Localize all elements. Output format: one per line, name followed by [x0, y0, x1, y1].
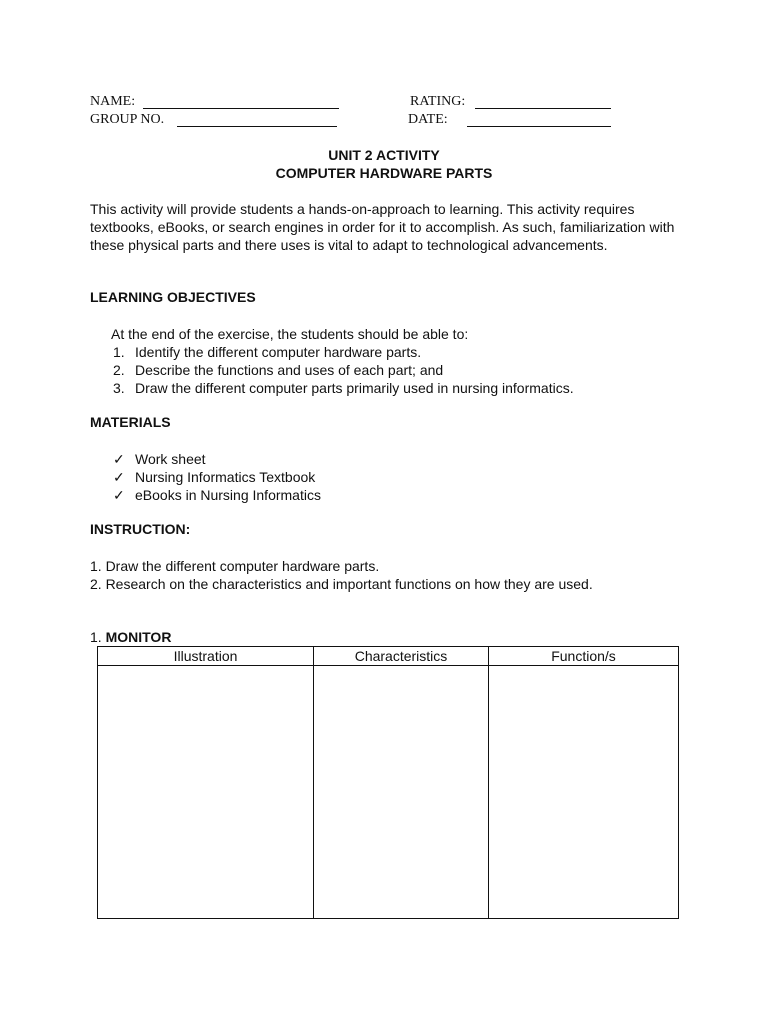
column-header-illustration: Illustration — [98, 647, 314, 666]
instruction-heading: INSTRUCTION: — [90, 521, 191, 537]
material-text: eBooks in Nursing Informatics — [135, 487, 321, 503]
group-no-blank-line — [177, 126, 337, 127]
characteristics-cell[interactable] — [314, 666, 489, 919]
checkmark-icon: ✓ — [113, 451, 125, 467]
section-heading — [90, 628, 171, 646]
objectives-heading: LEARNING OBJECTIVES — [90, 289, 256, 305]
objective-number: 2. — [113, 362, 125, 378]
monitor-table — [97, 646, 679, 919]
intro-paragraph: This activity will provide students a hands-on-approach to learning. This activity requires textbooks, eBooks, or search engines in order for it to accomplish. As such, familiarization with these physical parts and there uses is vital to adapt to technological advancements. — [90, 201, 675, 253]
material-text: Nursing Informatics Textbook — [135, 469, 316, 485]
section-number: 1. — [90, 629, 102, 645]
objective-number: 1. — [113, 344, 125, 360]
objectives-lead: At the end of the exercise, the students should be able to: — [111, 326, 469, 342]
activity-title: COMPUTER HARDWARE PARTS — [275, 165, 493, 181]
material-text: Work sheet — [135, 451, 206, 467]
name-blank-line — [143, 108, 339, 109]
table-row — [98, 666, 679, 919]
name-label: NAME: — [90, 94, 136, 109]
column-header-functions: Function/s — [489, 647, 679, 666]
rating-blank-line — [475, 108, 611, 109]
objective-text: Identify the different computer hardware parts. — [135, 344, 422, 360]
illustration-cell[interactable] — [98, 666, 314, 919]
column-header-characteristics: Characteristics — [314, 647, 489, 666]
section-title: MONITOR — [105, 629, 172, 645]
instruction-item: 1. Draw the different computer hardware parts. — [90, 558, 380, 574]
functions-cell[interactable] — [489, 666, 679, 919]
objective-text: Describe the functions and uses of each part; and — [135, 362, 444, 378]
instruction-item: 2. Research on the characteristics and important functions on how they are used. — [90, 576, 593, 592]
objective-text: Draw the different computer parts primarily used in nursing informatics. — [135, 380, 574, 396]
rating-label: RATING: — [410, 94, 466, 109]
objective-number: 3. — [113, 380, 125, 396]
table-header-row — [98, 647, 679, 666]
unit-title: UNIT 2 ACTIVITY — [328, 147, 440, 163]
materials-heading: MATERIALS — [90, 414, 171, 430]
group-no-label: GROUP NO. — [90, 112, 165, 127]
date-blank-line — [467, 126, 611, 127]
checkmark-icon: ✓ — [113, 469, 125, 485]
date-label: DATE: — [408, 112, 448, 127]
checkmark-icon: ✓ — [113, 487, 125, 503]
